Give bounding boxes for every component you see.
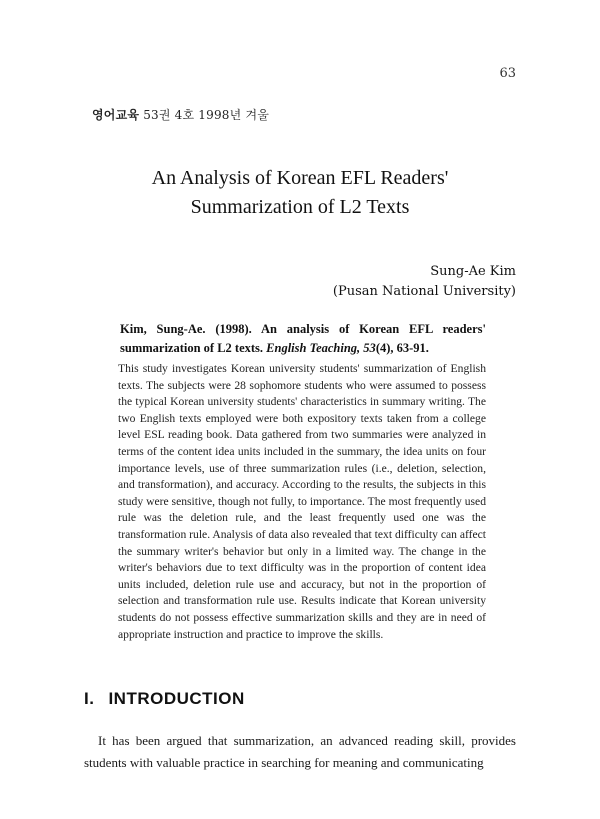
citation-authors-year: Kim, Sung-Ae. (1998).	[120, 322, 252, 336]
journal-name: 영어교육	[92, 108, 140, 122]
page-number: 63	[499, 66, 516, 81]
citation-title: An analysis of Korean EFL readers' summarization of L2 texts.	[120, 322, 486, 355]
citation	[120, 320, 486, 358]
title-line-1: An Analysis of Korean EFL Readers'	[151, 167, 449, 189]
citation-journal: English Teaching, 53	[266, 341, 376, 355]
title-line-2: Summarization of L2 Texts	[190, 196, 410, 218]
abstract: This study investigates Korean university students' summarization of English texts. The subjects were 28 sophomore students who were assumed to possess the typical Korean university students' characteristics in summary writing. The two English texts employed were both expository texts taken from a college level ESL reading book. Data gathered from two summaries were analyzed in terms of the content idea units included in the summary, the idea units on four importance levels, use of three summarization rules (i.e., deletion, selection, and transformation), and accuracy. According to the results, the subjects in this study were sensitive, though not fully, to importance. The most frequently used rule was the deletion rule, and the least frequently used one was the transformation rule. Analysis of data also revealed that text difficulty can affect the summary writer's behavior but only in a limited way. The change in the writer's behaviors due to text difficulty was in the proportion of content idea units included, deletion rule use and accuracy, but not in the proportion of selection and transformation rule use. Results indicate that Korean university students do not possess effective summarization skills and they are in need of appropriate instruction and practice to improve the skills.	[118, 362, 486, 641]
citation-issue-pages: (4), 63-91.	[375, 341, 429, 355]
author-name: Sung-Ae Kim	[430, 264, 516, 279]
body-paragraph: It has been argued that summarization, an advanced reading skill, provides students with valuable practice in searching for meaning and communicating	[84, 733, 516, 770]
author-affiliation: (Pusan National University)	[332, 284, 516, 299]
section-number: I.	[84, 689, 95, 708]
journal-header	[92, 106, 269, 123]
article-title	[60, 164, 540, 222]
journal-issue: 53권 4호 1998년 겨울	[143, 108, 270, 122]
section-title: INTRODUCTION	[108, 689, 245, 708]
section-heading	[84, 689, 245, 709]
